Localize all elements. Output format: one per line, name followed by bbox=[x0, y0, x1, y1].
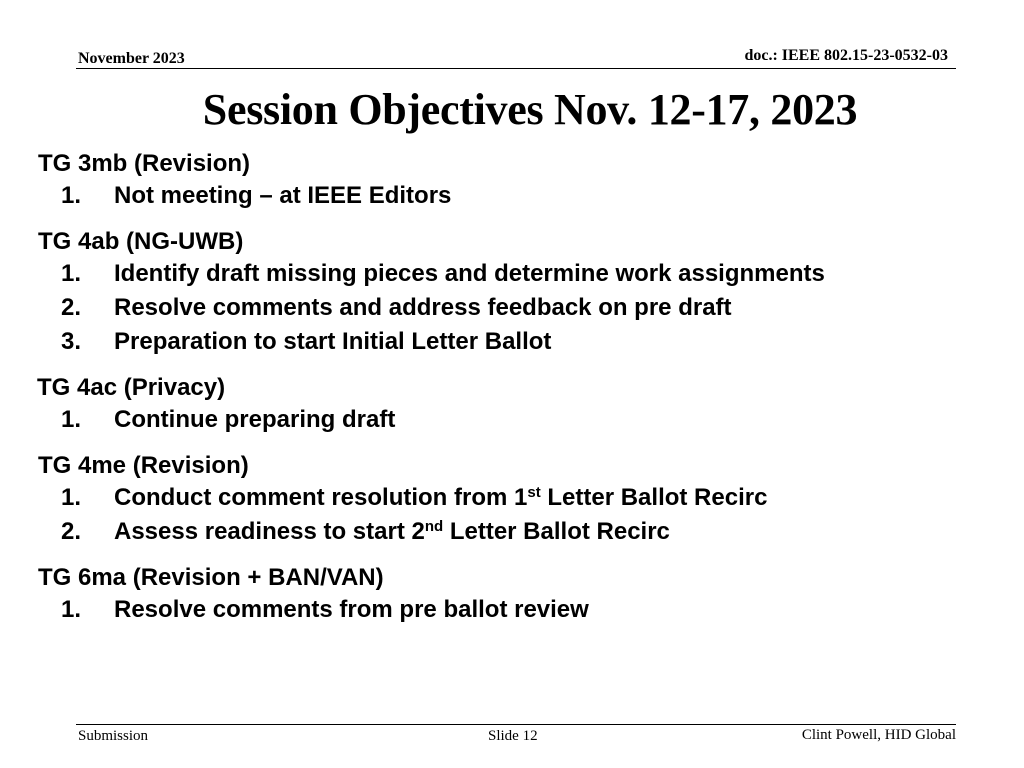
item-text-start: Assess readiness to start 2 bbox=[114, 518, 425, 545]
ordinal-suffix: nd bbox=[424, 518, 444, 535]
list-item bbox=[38, 179, 998, 213]
header-doc-id: doc.: IEEE 802.15-23-0532-03 bbox=[744, 47, 948, 64]
footer-author: Clint Powell, HID Global bbox=[801, 727, 956, 743]
footer-slide-number: Slide 12 bbox=[488, 728, 538, 744]
item-text-start: Conduct comment resolution from 1 bbox=[114, 484, 528, 511]
item-number: 3. bbox=[61, 328, 82, 355]
item-number: 2. bbox=[61, 294, 82, 321]
task-group-tg4me bbox=[38, 451, 998, 549]
item-text: Not meeting – at IEEE Editors bbox=[114, 182, 452, 209]
item-number: 1. bbox=[61, 182, 82, 209]
item-number: 1. bbox=[61, 596, 82, 623]
group-heading: TG 6ma (Revision + BAN/VAN) bbox=[38, 564, 384, 591]
objective-list bbox=[38, 481, 998, 549]
item-number: 1. bbox=[61, 406, 82, 433]
list-item bbox=[38, 291, 998, 325]
item-number: 1. bbox=[61, 260, 82, 287]
list-item bbox=[38, 593, 998, 627]
objective-list bbox=[38, 403, 998, 437]
objective-list bbox=[38, 179, 998, 213]
group-heading: TG 4ab (NG-UWB) bbox=[38, 228, 244, 255]
list-item bbox=[38, 403, 998, 437]
item-number: 1. bbox=[61, 484, 82, 511]
item-text: Continue preparing draft bbox=[114, 406, 396, 433]
item-text bbox=[114, 484, 767, 511]
header-date: November 2023 bbox=[78, 50, 185, 67]
slide-body bbox=[38, 149, 998, 641]
footer-submission: Submission bbox=[78, 728, 149, 744]
group-heading: TG 4ac (Privacy) bbox=[37, 374, 226, 401]
item-text: Resolve comments and address feedback on pre draft bbox=[114, 294, 732, 321]
list-item bbox=[38, 257, 998, 291]
item-text-end: Letter Ballot Recirc bbox=[443, 518, 670, 545]
task-group-tg4ab bbox=[38, 227, 998, 359]
item-text bbox=[114, 518, 670, 545]
group-heading: TG 3mb (Revision) bbox=[38, 150, 251, 177]
item-text: Resolve comments from pre ballot review bbox=[114, 596, 589, 623]
item-number: 2. bbox=[61, 518, 82, 545]
item-text-end: Letter Ballot Recirc bbox=[540, 484, 768, 511]
slide-title: Session Objectives Nov. 12-17, 2023 bbox=[202, 85, 858, 134]
task-group-tg3mb bbox=[38, 149, 998, 213]
task-group-tg4ac bbox=[38, 373, 998, 437]
objective-list bbox=[38, 593, 998, 627]
item-text: Preparation to start Initial Letter Ballot bbox=[114, 328, 552, 355]
group-heading: TG 4me (Revision) bbox=[38, 452, 249, 479]
header-divider bbox=[76, 68, 956, 69]
objective-list bbox=[38, 257, 998, 359]
ordinal-suffix: st bbox=[527, 484, 541, 501]
footer-divider bbox=[76, 724, 956, 725]
list-item bbox=[38, 481, 998, 515]
list-item bbox=[38, 325, 998, 359]
item-text: Identify draft missing pieces and determine work assignments bbox=[114, 260, 825, 287]
list-item bbox=[38, 515, 998, 549]
task-group-tg6ma bbox=[38, 563, 998, 627]
